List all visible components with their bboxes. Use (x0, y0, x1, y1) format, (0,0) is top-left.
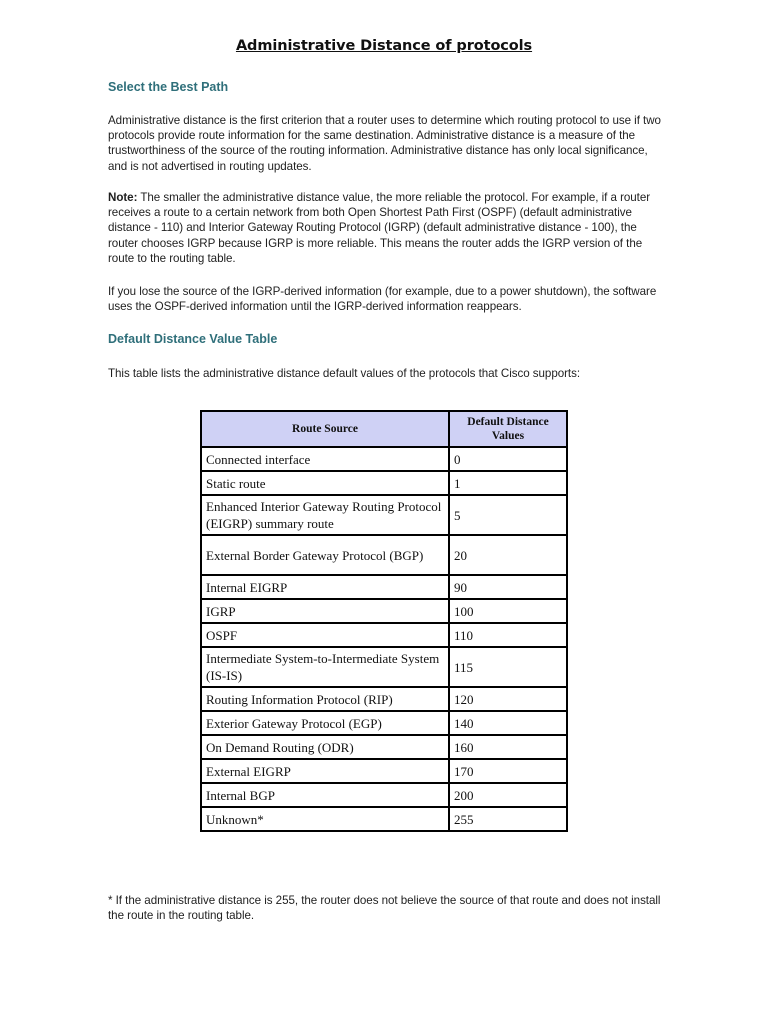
distance-value-cell: 255 (449, 807, 567, 831)
distance-value-cell: 20 (449, 535, 567, 575)
page-title: Administrative Distance of protocols (235, 38, 533, 54)
distance-value-cell: 5 (449, 495, 567, 535)
table-row (201, 783, 567, 807)
footnote-text: If the administrative distance is 255, the router does not believe the source of that route and does not install the route in the routing table. (108, 894, 661, 923)
table-row (201, 471, 567, 495)
table-header-row (201, 411, 567, 447)
route-source-cell: Connected interface (201, 447, 449, 471)
paragraph-intro: Administrative distance is the first criterion that a router uses to determine which routing protocol to use if two protocols provide route information for the same destination. Administrative distance is a measure of the trustworthiness of the source of the routing information. Administrative distance has only local significance, and is not advertised in routing updates. (108, 114, 661, 173)
route-source-cell: Exterior Gateway Protocol (EGP) (201, 711, 449, 735)
table-row (201, 759, 567, 783)
paragraph-table-intro: This table lists the administrative distance default values of the protocols that Cisco supports: (108, 367, 581, 380)
table-row (201, 447, 567, 471)
route-source-cell: Enhanced Interior Gateway Routing Protocol (EIGRP) summary route (201, 495, 449, 535)
paragraph-note (108, 190, 663, 266)
table-row (201, 575, 567, 599)
note-text: The smaller the administrative distance value, the more reliable the protocol. For example, if a router receives a route to a certain network from both Open Shortest Path First (OSPF) (default administrative distance - 110) and Interior Gateway Routing Protocol (IGRP) (default administrative distance - 100), the router chooses IGRP because IGRP is more reliable. This means the router adds the IGRP version of the route to the routing table. (108, 191, 651, 265)
distance-value-cell: 110 (449, 623, 567, 647)
footnote (108, 893, 663, 923)
route-source-cell: Internal BGP (201, 783, 449, 807)
route-source-cell: External EIGRP (201, 759, 449, 783)
route-source-cell: Intermediate System-to-Intermediate System (IS-IS) (201, 647, 449, 687)
route-source-cell: IGRP (201, 599, 449, 623)
distance-value-cell: 200 (449, 783, 567, 807)
distance-value-cell: 100 (449, 599, 567, 623)
table-row (201, 495, 567, 535)
table-row (201, 807, 567, 831)
distance-value-cell: 90 (449, 575, 567, 599)
route-source-cell: On Demand Routing (ODR) (201, 735, 449, 759)
section-heading-best-path: Select the Best Path (108, 80, 229, 94)
table-row (201, 599, 567, 623)
note-label: Note: (108, 191, 138, 204)
table-row (201, 735, 567, 759)
distance-value-cell: 170 (449, 759, 567, 783)
table-row (201, 535, 567, 575)
distance-value-cell: 115 (449, 647, 567, 687)
route-source-cell: Static route (201, 471, 449, 495)
distance-value-cell: 140 (449, 711, 567, 735)
distance-value-cell: 120 (449, 687, 567, 711)
paragraph-fallback: If you lose the source of the IGRP-derived information (for example, due to a power shutdown), the software uses the OSPF-derived information until the IGRP-derived information reappears. (108, 285, 657, 314)
route-source-cell: Routing Information Protocol (RIP) (201, 687, 449, 711)
route-source-cell: External Border Gateway Protocol (BGP) (201, 535, 449, 575)
table-row (201, 647, 567, 687)
route-source-cell: Internal EIGRP (201, 575, 449, 599)
table-row (201, 711, 567, 735)
route-source-cell: Unknown* (201, 807, 449, 831)
distance-value-cell: 0 (449, 447, 567, 471)
distance-value-cell: 1 (449, 471, 567, 495)
section-heading-distance-table: Default Distance Value Table (108, 332, 278, 346)
table-row (201, 623, 567, 647)
header-route-source: Route Source (201, 411, 449, 447)
table-row (201, 687, 567, 711)
distance-value-cell: 160 (449, 735, 567, 759)
distance-value-table (200, 410, 568, 832)
footnote-marker: * (108, 894, 113, 907)
route-source-cell: OSPF (201, 623, 449, 647)
header-default-distance: Default Distance Values (449, 411, 567, 447)
